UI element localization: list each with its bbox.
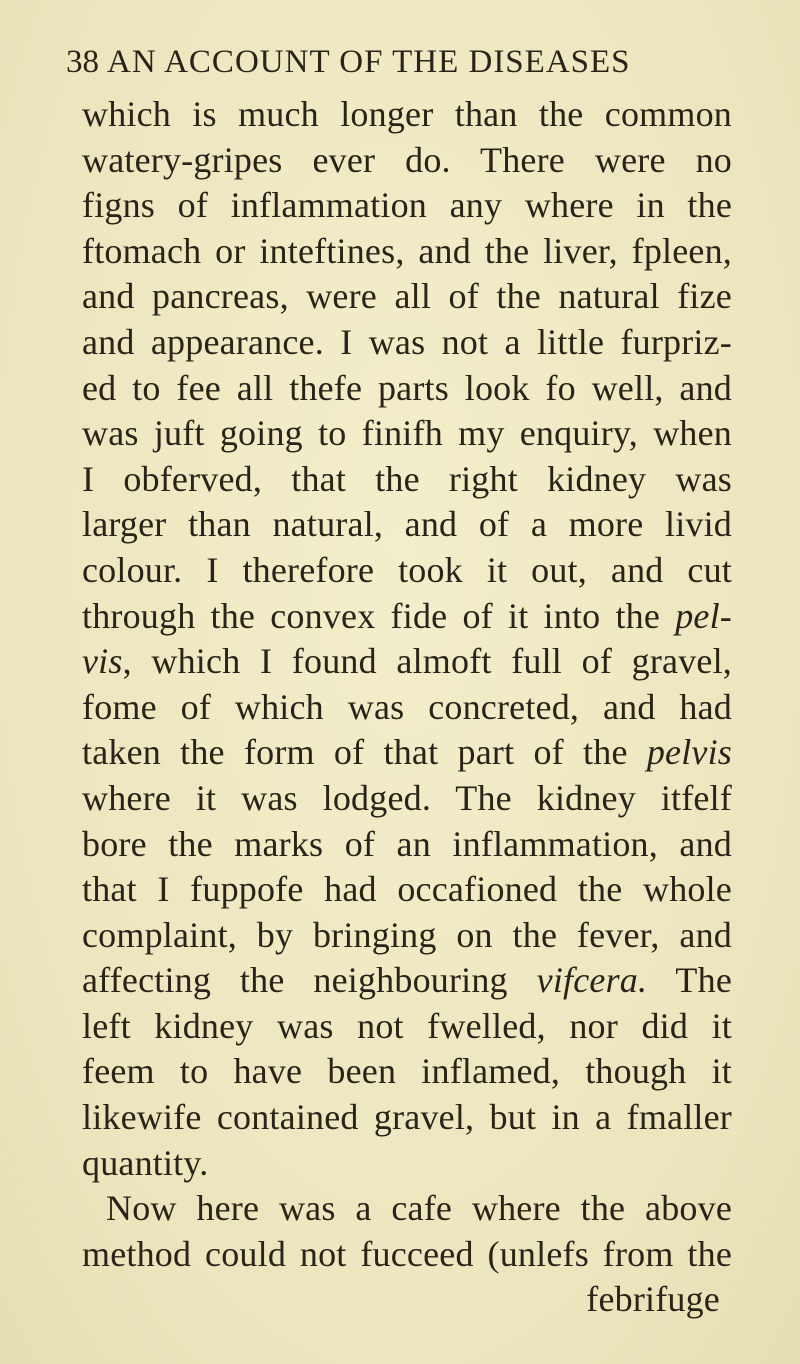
text-line	[82, 822, 732, 868]
text-line	[82, 138, 732, 184]
text-run: and pancreas, were all of the natural fize	[82, 276, 732, 317]
italic-text: pel-	[675, 595, 732, 636]
italic-text: pelvis	[646, 732, 732, 773]
text-line	[82, 457, 732, 503]
text-run: complaint, by bringing on the fever, and	[82, 914, 732, 955]
text-line	[82, 594, 732, 640]
text-run: ed to fee all thefe parts look fo well, and	[82, 367, 732, 408]
text-run: feem to have been inflamed, though it	[82, 1051, 732, 1092]
text-line	[82, 411, 732, 457]
text-line	[82, 1004, 732, 1050]
text-run: through the convex fide of it into the	[82, 595, 676, 636]
text-line	[82, 274, 732, 320]
text-run: ftomach or inteftines, and the liver, fpleen,	[82, 230, 732, 271]
text-line	[82, 913, 732, 959]
text-run: affecting the neighbouring	[82, 960, 537, 1001]
text-line	[82, 867, 732, 913]
text-run: larger than natural, and of a more livid	[82, 504, 732, 545]
text-run: Now here was a cafe where the above	[106, 1188, 732, 1229]
text-line	[82, 1095, 732, 1141]
text-run: quantity.	[82, 1142, 209, 1183]
catchword-line	[82, 1277, 732, 1323]
text-line	[82, 1049, 732, 1095]
text-run: that I fuppofe had occafioned the whole	[82, 869, 732, 910]
text-line	[82, 1232, 732, 1278]
page-number: 38	[66, 44, 99, 80]
text-run: and appearance. I was not a little furpriz-	[82, 321, 732, 362]
text-run: febrifuge	[586, 1279, 720, 1320]
text-run: was juft going to finifh my enquiry, when	[82, 413, 732, 454]
text-line	[82, 320, 732, 366]
italic-text: vis	[82, 641, 123, 682]
text-run: which is much longer than the common	[82, 94, 732, 134]
text-run: watery-gripes ever do. There were no	[82, 139, 732, 180]
running-title: AN ACCOUNT OF THE DISEASES	[107, 44, 631, 80]
text-line	[82, 639, 732, 685]
text-line	[82, 1186, 732, 1232]
text-run: colour. I therefore took it out, and cut	[82, 549, 732, 590]
text-run: The	[647, 960, 732, 1001]
text-line	[82, 958, 732, 1004]
text-run: fome of which was concreted, and had	[82, 686, 732, 727]
text-line	[82, 183, 732, 229]
text-line	[82, 366, 732, 412]
text-run: method could not fucceed (unlefs from the	[82, 1233, 732, 1274]
text-run: left kidney was not fwelled, nor did it	[82, 1005, 732, 1046]
text-run: bore the marks of an inflammation, and	[82, 823, 732, 864]
text-run: where it was lodged. The kidney itfelf	[82, 777, 732, 818]
text-line	[82, 548, 732, 594]
text-line	[82, 1141, 732, 1187]
body-text	[82, 92, 732, 1323]
text-line	[82, 730, 732, 776]
text-run: taken the form of that part of the	[82, 732, 647, 773]
page-header	[66, 44, 706, 92]
text-run: figns of inflammation any where in the	[82, 185, 732, 226]
text-run: , which I found almoft full of gravel,	[122, 641, 732, 682]
text-line	[82, 229, 732, 275]
italic-text: vifcera.	[536, 960, 648, 1001]
text-line	[82, 92, 732, 138]
text-line	[82, 685, 732, 731]
text-run: I obferved, that the right kidney was	[82, 458, 732, 499]
text-run: likewife contained gravel, but in a fmaller	[82, 1097, 732, 1138]
text-line	[82, 502, 732, 548]
text-line	[82, 776, 732, 822]
